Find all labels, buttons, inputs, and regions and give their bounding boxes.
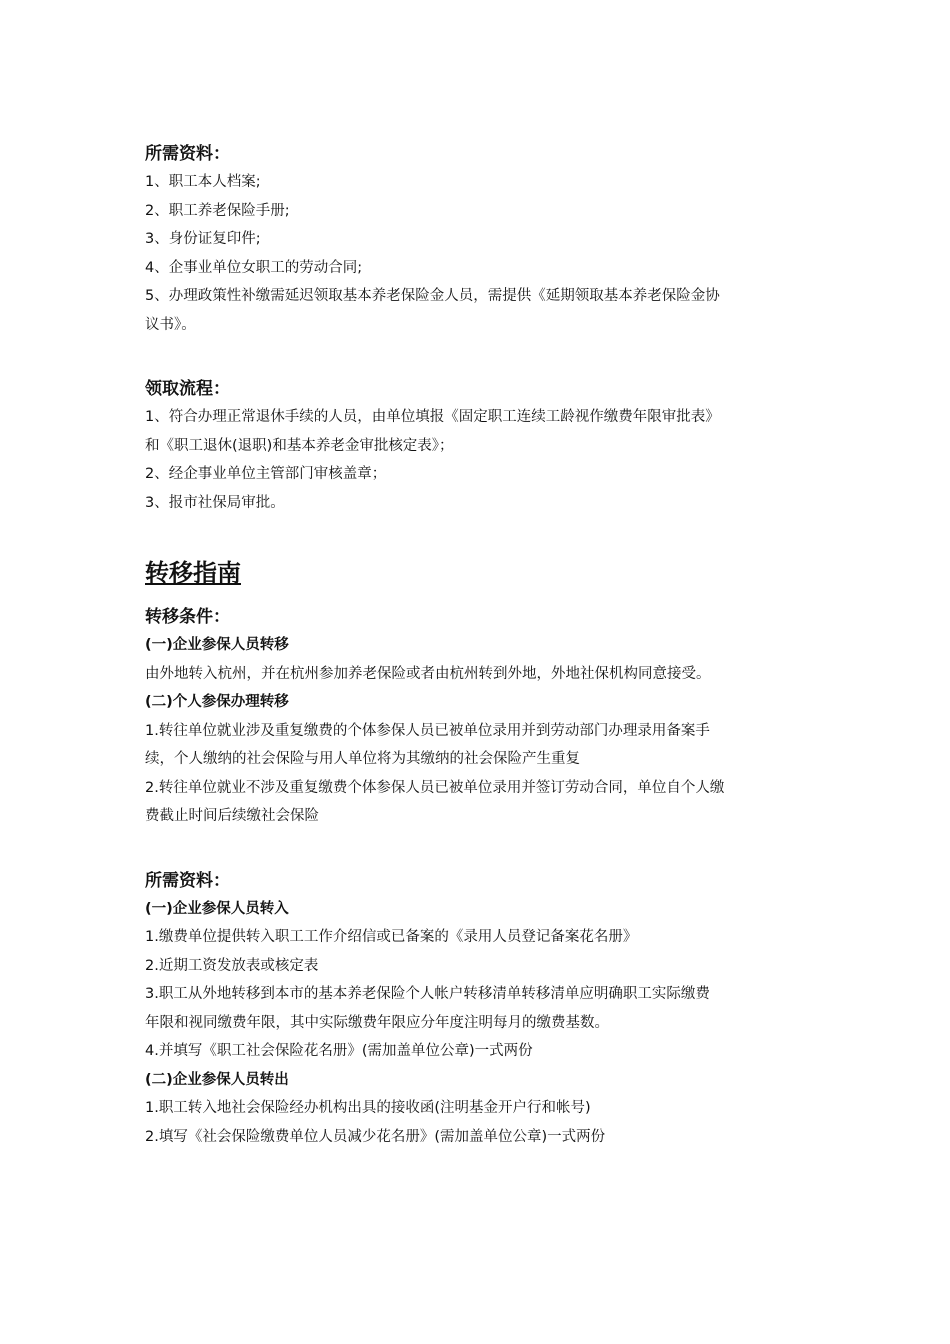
spacer <box>145 831 815 867</box>
condition-group-title: (一)企业参保人员转移 <box>145 637 289 653</box>
transfer-guide-heading: 转移指南 <box>145 559 241 587</box>
materials-item: 4、企事业单位女职工的劳动合同; <box>145 259 363 276</box>
materials-line: 2.填写《社会保险缴费单位人员减少花名册》(需加盖单位公章)一式两份 <box>145 1128 606 1145</box>
materials-line: 年限和视同缴费年限，其中实际缴费年限应分年度注明每月的缴费基数。 <box>145 1014 609 1031</box>
materials-item: 3、身份证复印件; <box>145 231 261 247</box>
materials-group-title: (一)企业参保人员转入 <box>145 900 289 917</box>
materials-line: 2.近期工资发放表或核定表 <box>145 957 319 974</box>
condition-line: 2.转往单位就业不涉及重复缴费个体参保人员已被单位录用并签订劳动合同，单位自个人缴 <box>145 779 725 796</box>
condition-group-title: (二)个人参保办理转移 <box>145 694 289 710</box>
materials-line: 1.职工转入地社会保险经办机构出具的接收函(注明基金开户行和帐号) <box>145 1100 591 1116</box>
process-item: 2、经企事业单位主管部门审核盖章； <box>145 466 387 482</box>
materials-item: 1、职工本人档案; <box>145 174 261 190</box>
process-item: 1、符合办理正常退休手续的人员，由单位填报《固定职工连续工龄视作缴费年限审批表》 <box>145 409 720 425</box>
condition-line: 由外地转入杭州，并在杭州参加养老保险或者由杭州转到外地，外地社保机构同意接受。 <box>145 665 711 682</box>
transfer-materials-title: 所需资料： <box>145 870 230 891</box>
spacer <box>145 593 815 603</box>
condition-line: 续，个人缴纳的社会保险与用人单位将为其缴纳的社会保险产生重复 <box>145 751 580 767</box>
materials-title: 所需资料： <box>145 144 230 164</box>
condition-line: 费截止时间后续缴社会保险 <box>145 808 319 824</box>
materials-item: 5、办理政策性补缴需延迟领取基本养老保险金人员，需提供《延期领取基本养老保险金协 <box>145 288 720 304</box>
materials-line: 4.并填写《职工社会保险花名册》(需加盖单位公章)一式两份 <box>145 1043 533 1059</box>
materials-item: 议书》。 <box>145 316 196 333</box>
materials-item: 2、职工养老保险手册; <box>145 202 290 219</box>
materials-line: 1.缴费单位提供转入职工工作介绍信或已备案的《录用人员登记备案花名册》 <box>145 929 638 945</box>
process-item: 和《职工退休(退职)和基本养老金审批核定表》； <box>145 437 454 454</box>
condition-line: 1.转往单位就业涉及重复缴费的个体参保人员已被单位录用并到劳动部门办理录用备案手 <box>145 722 710 739</box>
materials-line: 3.职工从外地转移到本市的基本养老保险个人帐户转移清单转移清单应明确职工实际缴费 <box>145 986 710 1002</box>
spacer <box>145 339 815 375</box>
transfer-conditions-title: 转移条件： <box>145 607 230 627</box>
materials-group-title: (二)企业参保人员转出 <box>145 1071 289 1088</box>
process-title: 领取流程： <box>145 379 230 399</box>
process-item: 3、报市社保局审批。 <box>145 494 285 511</box>
spacer <box>145 517 815 553</box>
document-page <box>145 140 815 1151</box>
